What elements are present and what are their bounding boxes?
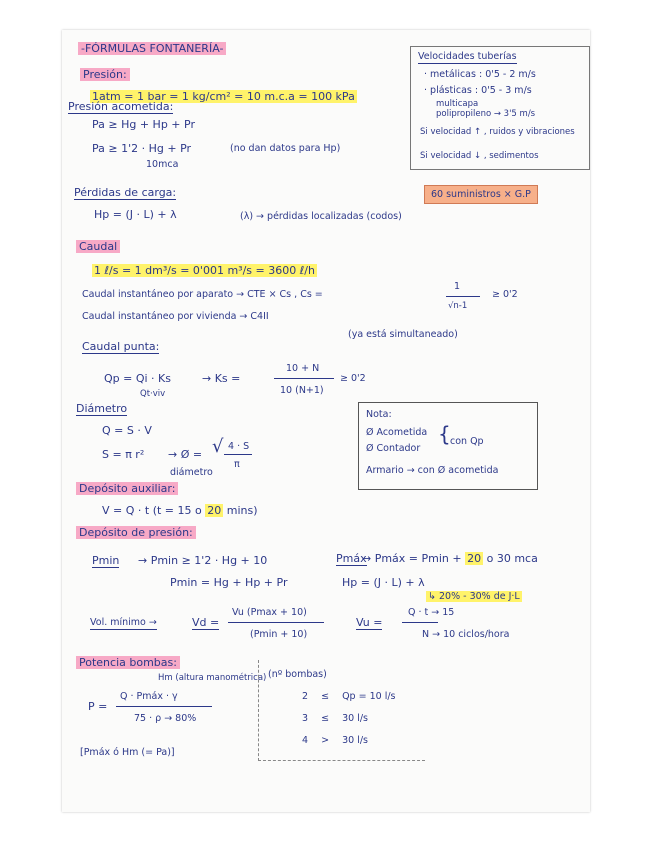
diametro-sqrt-num: 4 · S [228, 441, 250, 452]
nota-brace-text: con Qp [450, 436, 484, 447]
suministros-badge: 60 suministros × G.P [424, 185, 538, 204]
vd-label: Vd = [192, 616, 220, 629]
potencia-p-label: P = [88, 700, 108, 713]
vd-num: Vu (Pmax + 10) [232, 607, 307, 618]
vu-line [402, 622, 438, 623]
vd-line [228, 622, 324, 623]
hp-eq: Hp = (J · L) + λ [342, 576, 425, 589]
caudal-eq: 1 ℓ/s = 1 dm³/s = 0'001 m³/s = 3600 ℓ/h [94, 264, 315, 277]
caudal-frac-result: ≥ 0'2 [492, 289, 518, 300]
pmin-eq2: Pmin = Hg + Hp + Pr [170, 576, 288, 589]
potencia-p-num: Q · Pmáx · γ [120, 691, 178, 702]
vol-label: Vol. mínimo → [90, 617, 157, 628]
diametro-eq2-arrow: → Ø = [168, 448, 203, 461]
diametro-sqrt-line [224, 454, 252, 455]
bombas-row-n: 3 [302, 713, 309, 724]
presion-eq3: Pa ≥ 1'2 · Hg + Pr [92, 142, 192, 155]
presion-eq2: Pa ≥ Hg + Hp + Pr [92, 118, 195, 131]
potencia-hm-note: Hm (altura manométrica) [158, 673, 267, 683]
caudal-instantaneo-vivienda: Caudal instantáneo por vivienda → C4II [82, 311, 269, 322]
pmax-label: Pmáx [336, 552, 367, 565]
caudal-instantaneo-note: (ya está simultaneado) [348, 329, 458, 340]
bombas-row-val: 30 l/s [342, 735, 368, 746]
deposito-auxiliar-note-a: (t = 15 o [152, 504, 206, 517]
caudal-ks-prefix: → Ks = [202, 372, 241, 385]
velocidades-plasticas: · plásticas : 0'5 - 3 m/s [424, 85, 532, 96]
bombas-row-n: 2 [302, 691, 309, 702]
potencia-p-line [116, 706, 212, 707]
notebook-page [62, 30, 590, 812]
sqrt-icon: √ [212, 436, 224, 457]
bombas-row-op: > [321, 735, 330, 746]
bombas-row-val: Qp = 10 l/s [342, 691, 396, 702]
nota-l1: Ø Acometida [366, 427, 428, 438]
presion-eq1: 1atm = 1 bar = 1 kg/cm² = 10 m.c.a = 100 kPa [92, 90, 355, 103]
nota-title: Nota: [366, 409, 392, 420]
deposito-auxiliar-heading: Depósito auxiliar: [76, 482, 178, 495]
presion-acometida-heading: Presión acometida: [68, 100, 174, 113]
hp-note: ↳ 20% - 30% de J·L [428, 591, 520, 602]
caudal-ks-den: 10 (N+1) [280, 385, 324, 396]
diametro-eq2-sub: diámetro [170, 467, 213, 478]
pmin-eq1: → Pmin ≥ 1'2 · Hg + 10 [138, 554, 268, 567]
bombas-row-op: ≤ [321, 691, 330, 702]
vu-num: Q · t → 15 [408, 607, 455, 618]
potencia-heading: Potencia bombas: [76, 656, 180, 669]
bombas-row-val: 30 l/s [342, 713, 368, 724]
deposito-auxiliar-note-hl: 20 [207, 504, 222, 517]
bombas-row-op: ≤ [321, 713, 330, 724]
perdidas-heading: Pérdidas de carga: [74, 186, 177, 199]
brace-icon: { [438, 422, 451, 446]
velocidades-metalicas: · metálicas : 0'5 - 2 m/s [424, 69, 536, 80]
nota-l2: Ø Contador [366, 443, 421, 454]
potencia-bracket: [Pmáx ó Hm (= Pa)] [80, 747, 175, 758]
pmax-eq-hl: 20 [467, 552, 482, 565]
pmin-label: Pmin [92, 554, 120, 567]
deposito-auxiliar-eq: V = Q · t [102, 504, 150, 517]
vu-den: N → 10 ciclos/hora [422, 629, 510, 640]
velocidades-si2: Si velocidad ↓ , sedimentos [420, 151, 539, 161]
deposito-presion-heading: Depósito de presión: [76, 526, 196, 539]
pmax-eq-b: o 30 mca [483, 552, 538, 565]
caudal-frac-line [446, 296, 480, 297]
presion-eq3-note: (no dan datos para Hp) [230, 143, 341, 154]
caudal-frac-num: 1 [454, 281, 461, 292]
velocidades-multicapa: multicapa [436, 99, 479, 109]
vd-den: (Pmin + 10) [250, 629, 308, 640]
nota-l3: Armario → con Ø acometida [366, 465, 499, 476]
caudal-ks-num: 10 + N [286, 363, 320, 374]
caudal-qp-eq: Qp = Qi · Ks [104, 372, 171, 385]
potencia-p-den: 75 · ρ → 80% [134, 713, 197, 724]
caudal-qp-sub: Qt·viv [140, 389, 166, 399]
caudal-ks-line [274, 378, 334, 379]
caudal-instantaneo-aparato: Caudal instantáneo por aparato → CTE × Cs , Cs = [82, 289, 323, 300]
deposito-auxiliar-note-b: mins) [223, 504, 258, 517]
pmax-eq-a: → Pmáx = Pmin + [362, 552, 466, 565]
velocidades-si1: Si velocidad ↑ , ruidos y vibraciones [420, 127, 575, 137]
caudal-heading: Caudal [76, 240, 120, 253]
caudal-frac-den: √n-1 [448, 301, 468, 311]
bombas-heading: (nº bombas) [268, 669, 327, 680]
bombas-row-n: 4 [302, 735, 309, 746]
vu-label: Vu = [356, 616, 383, 629]
diametro-sqrt-den: π [234, 459, 240, 470]
perdidas-note: (λ) → pérdidas localizadas (codos) [240, 211, 402, 222]
presion-eq3-sub: 10mca [146, 159, 179, 170]
presion-heading: Presión: [80, 68, 130, 81]
diametro-eq2: S = π r² [102, 448, 145, 461]
velocidades-heading: Velocidades tuberías [418, 51, 517, 62]
diametro-eq1: Q = S · V [102, 424, 152, 437]
caudal-ks-result: ≥ 0'2 [340, 373, 366, 384]
page-title: -FÓRMULAS FONTANERÍA- [78, 42, 226, 55]
velocidades-polipropileno: polipropileno → 3'5 m/s [436, 109, 536, 119]
perdidas-eq: Hp = (J · L) + λ [94, 208, 177, 221]
caudal-punta-heading: Caudal punta: [82, 340, 160, 353]
diametro-heading: Diámetro [76, 402, 128, 415]
